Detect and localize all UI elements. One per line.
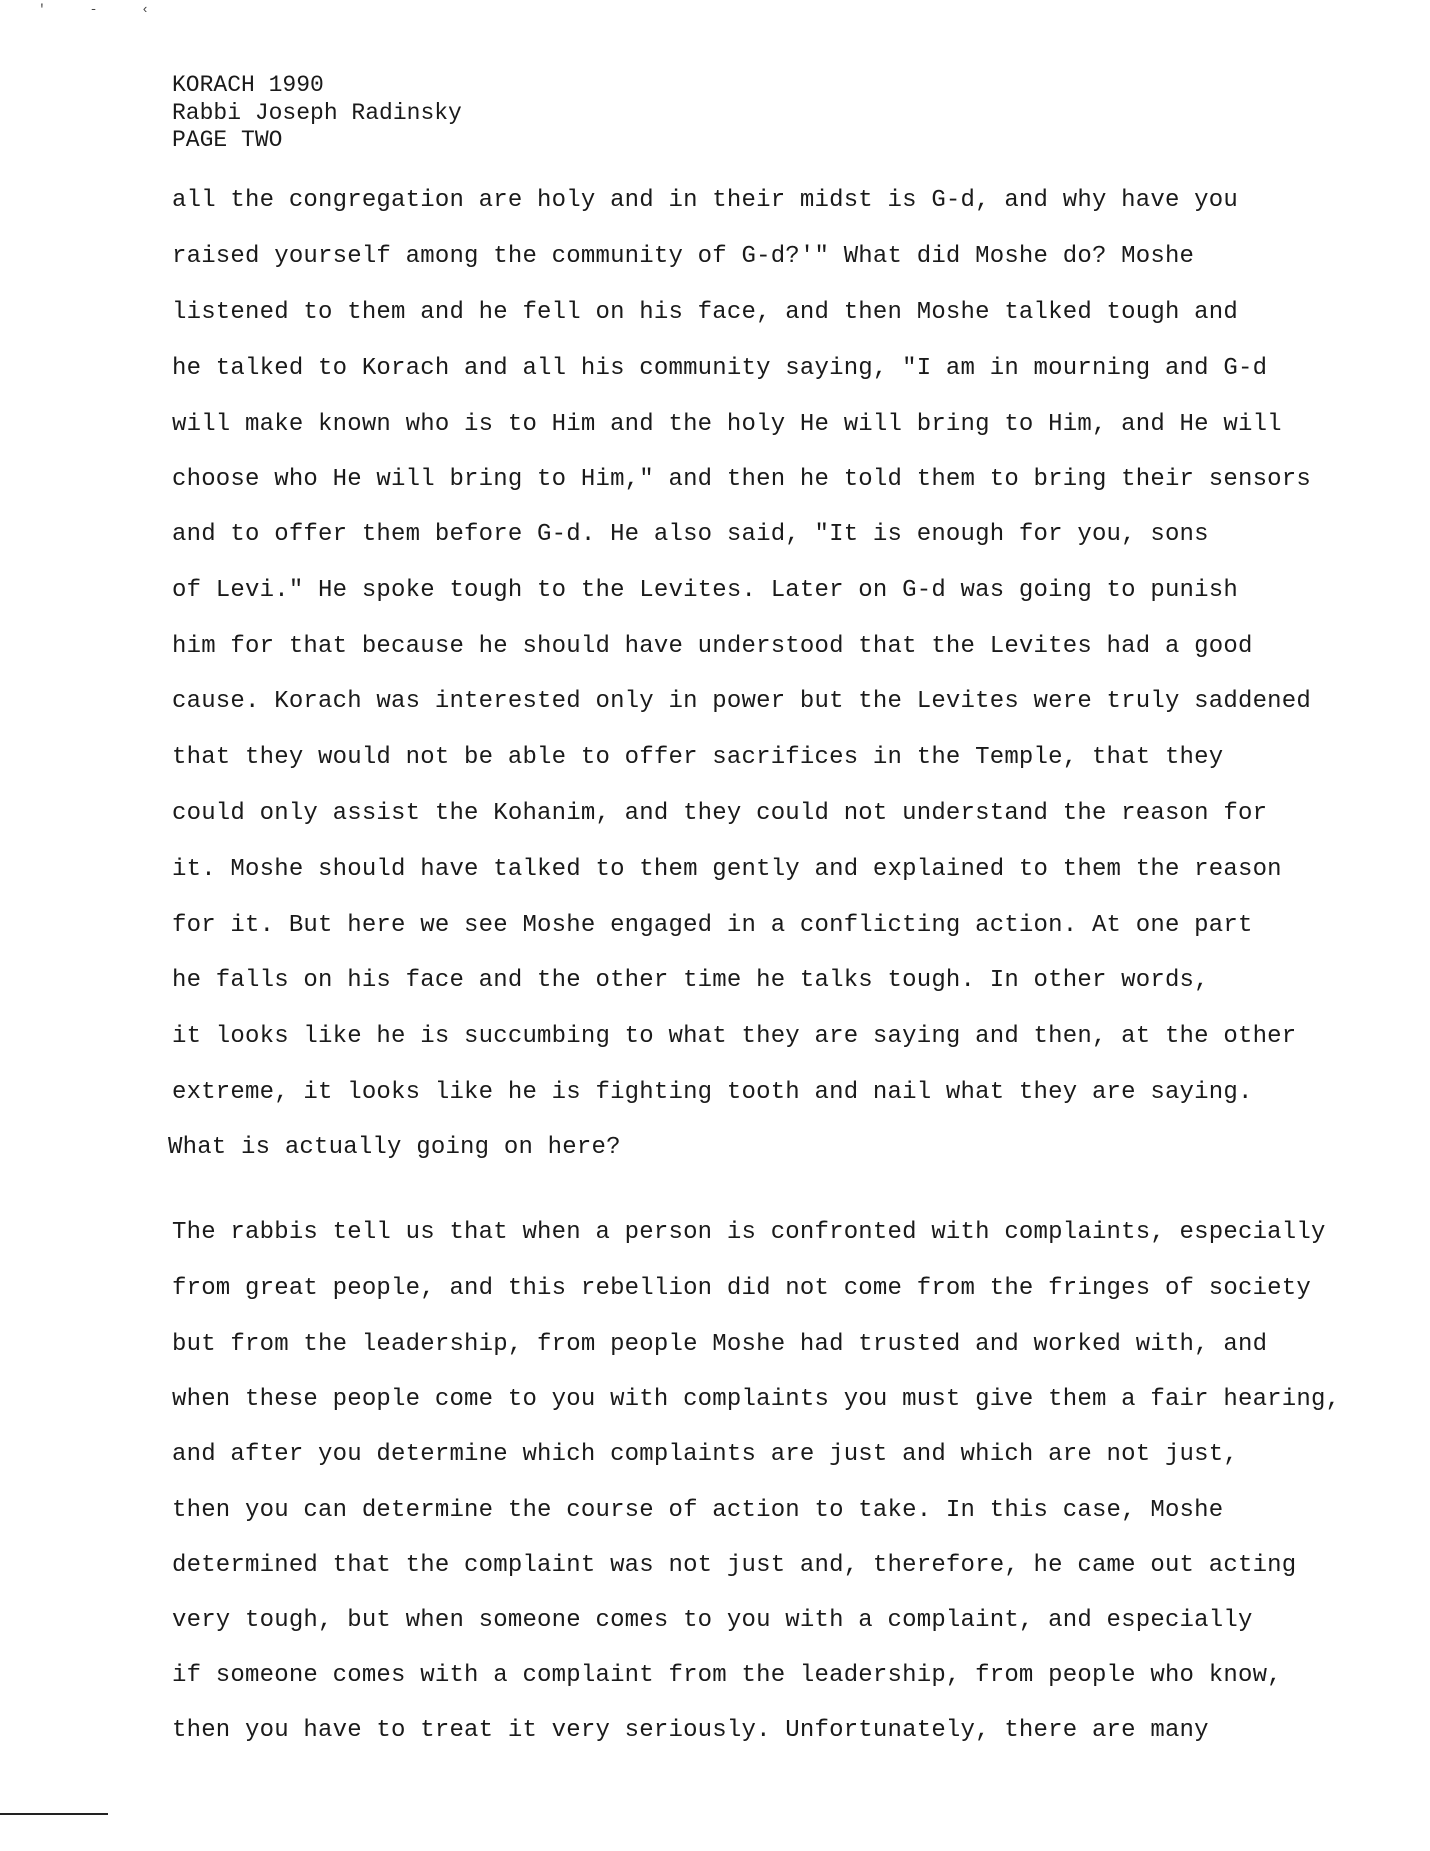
text-line: he falls on his face and the other time he talks tough. In other words, <box>172 967 1209 994</box>
text-line: very tough, but when someone comes to you with a complaint, and especially <box>172 1607 1253 1634</box>
text-line: when these people come to you with complaints you must give them a fair hearing, <box>172 1386 1341 1413</box>
text-line: choose who He will bring to Him," and then he told them to bring their sensors <box>172 466 1311 493</box>
header-title: KORACH 1990 <box>172 72 324 98</box>
document-header <box>172 72 462 155</box>
text-line: for it. But here we see Moshe engaged in a conflicting action. At one part <box>172 912 1253 939</box>
text-line: and to offer them before G-d. He also said, "It is enough for you, sons <box>172 521 1209 548</box>
text-line: The rabbis tell us that when a person is confronted with complaints, especially <box>172 1219 1326 1246</box>
text-line: but from the leadership, from people Moshe had trusted and worked with, and <box>172 1331 1268 1358</box>
text-line: What is actually going on here? <box>168 1134 621 1161</box>
text-line: cause. Korach was interested only in power but the Levites were truly saddened <box>172 688 1311 715</box>
text-line: could only assist the Kohanim, and they could not understand the reason for <box>172 800 1268 827</box>
text-line: and after you determine which complaints are just and which are not just, <box>172 1441 1238 1468</box>
text-line: that they would not be able to offer sacrifices in the Temple, that they <box>172 744 1224 771</box>
text-line: raised yourself among the community of G-d?'" What did Moshe do? Moshe <box>172 243 1195 270</box>
header-page-label: PAGE TWO <box>172 127 283 153</box>
text-line: then you have to treat it very seriously. Unfortunately, there are many <box>172 1717 1209 1744</box>
text-line: listened to them and he fell on his face, and then Moshe talked tough and <box>172 299 1238 326</box>
text-line: extreme, it looks like he is fighting tooth and nail what they are saying. <box>172 1079 1253 1106</box>
scan-artifact-marks: ' - ‹ <box>38 2 168 17</box>
text-line: if someone comes with a complaint from the leadership, from people who know, <box>172 1662 1282 1689</box>
text-line: he talked to Korach and all his community saying, "I am in mourning and G-d <box>172 355 1268 382</box>
text-line: determined that the complaint was not just and, therefore, he came out acting <box>172 1552 1297 1579</box>
header-author: Rabbi Joseph Radinsky <box>172 99 462 126</box>
text-line: will make known who is to Him and the holy He will bring to Him, and He will <box>172 411 1282 438</box>
text-line: then you can determine the course of action to take. In this case, Moshe <box>172 1497 1224 1524</box>
text-line: from great people, and this rebellion did not come from the fringes of society <box>172 1275 1311 1302</box>
text-line: him for that because he should have understood that the Levites had a good <box>172 633 1253 660</box>
text-line: it looks like he is succumbing to what they are saying and then, at the other <box>172 1023 1297 1050</box>
footnote-rule <box>0 1813 108 1815</box>
text-line: it. Moshe should have talked to them gently and explained to them the reason <box>172 856 1282 883</box>
text-line: of Levi." He spoke tough to the Levites. Later on G-d was going to punish <box>172 577 1238 604</box>
text-line: all the congregation are holy and in their midst is G-d, and why have you <box>172 187 1238 214</box>
